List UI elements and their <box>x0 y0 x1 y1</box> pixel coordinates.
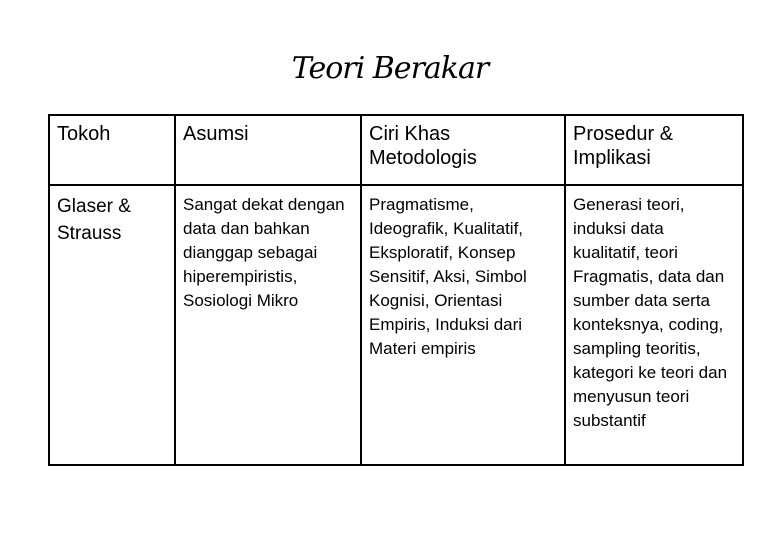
theory-table <box>48 114 744 466</box>
page-title: Teori Berakar <box>291 51 489 86</box>
header-tokoh: Tokoh <box>49 115 175 185</box>
header-ciri-khas: Ciri Khas Metodologis <box>361 115 565 185</box>
table-header-row <box>49 115 743 185</box>
cell-asumsi: Sangat dekat dengan data dan bahkan dianggap sebagai hiperempiristis, Sosiologi Mikro <box>175 185 361 465</box>
cell-ciri-khas: Pragmatisme, Ideografik, Kualitatif, Eksploratif, Konsep Sensitif, Aksi, Simbol Kognisi, Orientasi Empiris, Induksi dari Materi empiris <box>361 185 565 465</box>
header-prosedur: Prosedur & Implikasi <box>565 115 743 185</box>
cell-tokoh: Glaser & Strauss <box>49 185 175 465</box>
cell-prosedur: Generasi teori, induksi data kualitatif, teori Fragmatis, data dan sumber data serta konteksnya, coding, sampling teoritis, kategori ke teori dan menyusun teori substantif <box>565 185 743 465</box>
table-row <box>49 185 743 465</box>
header-asumsi: Asumsi <box>175 115 361 185</box>
